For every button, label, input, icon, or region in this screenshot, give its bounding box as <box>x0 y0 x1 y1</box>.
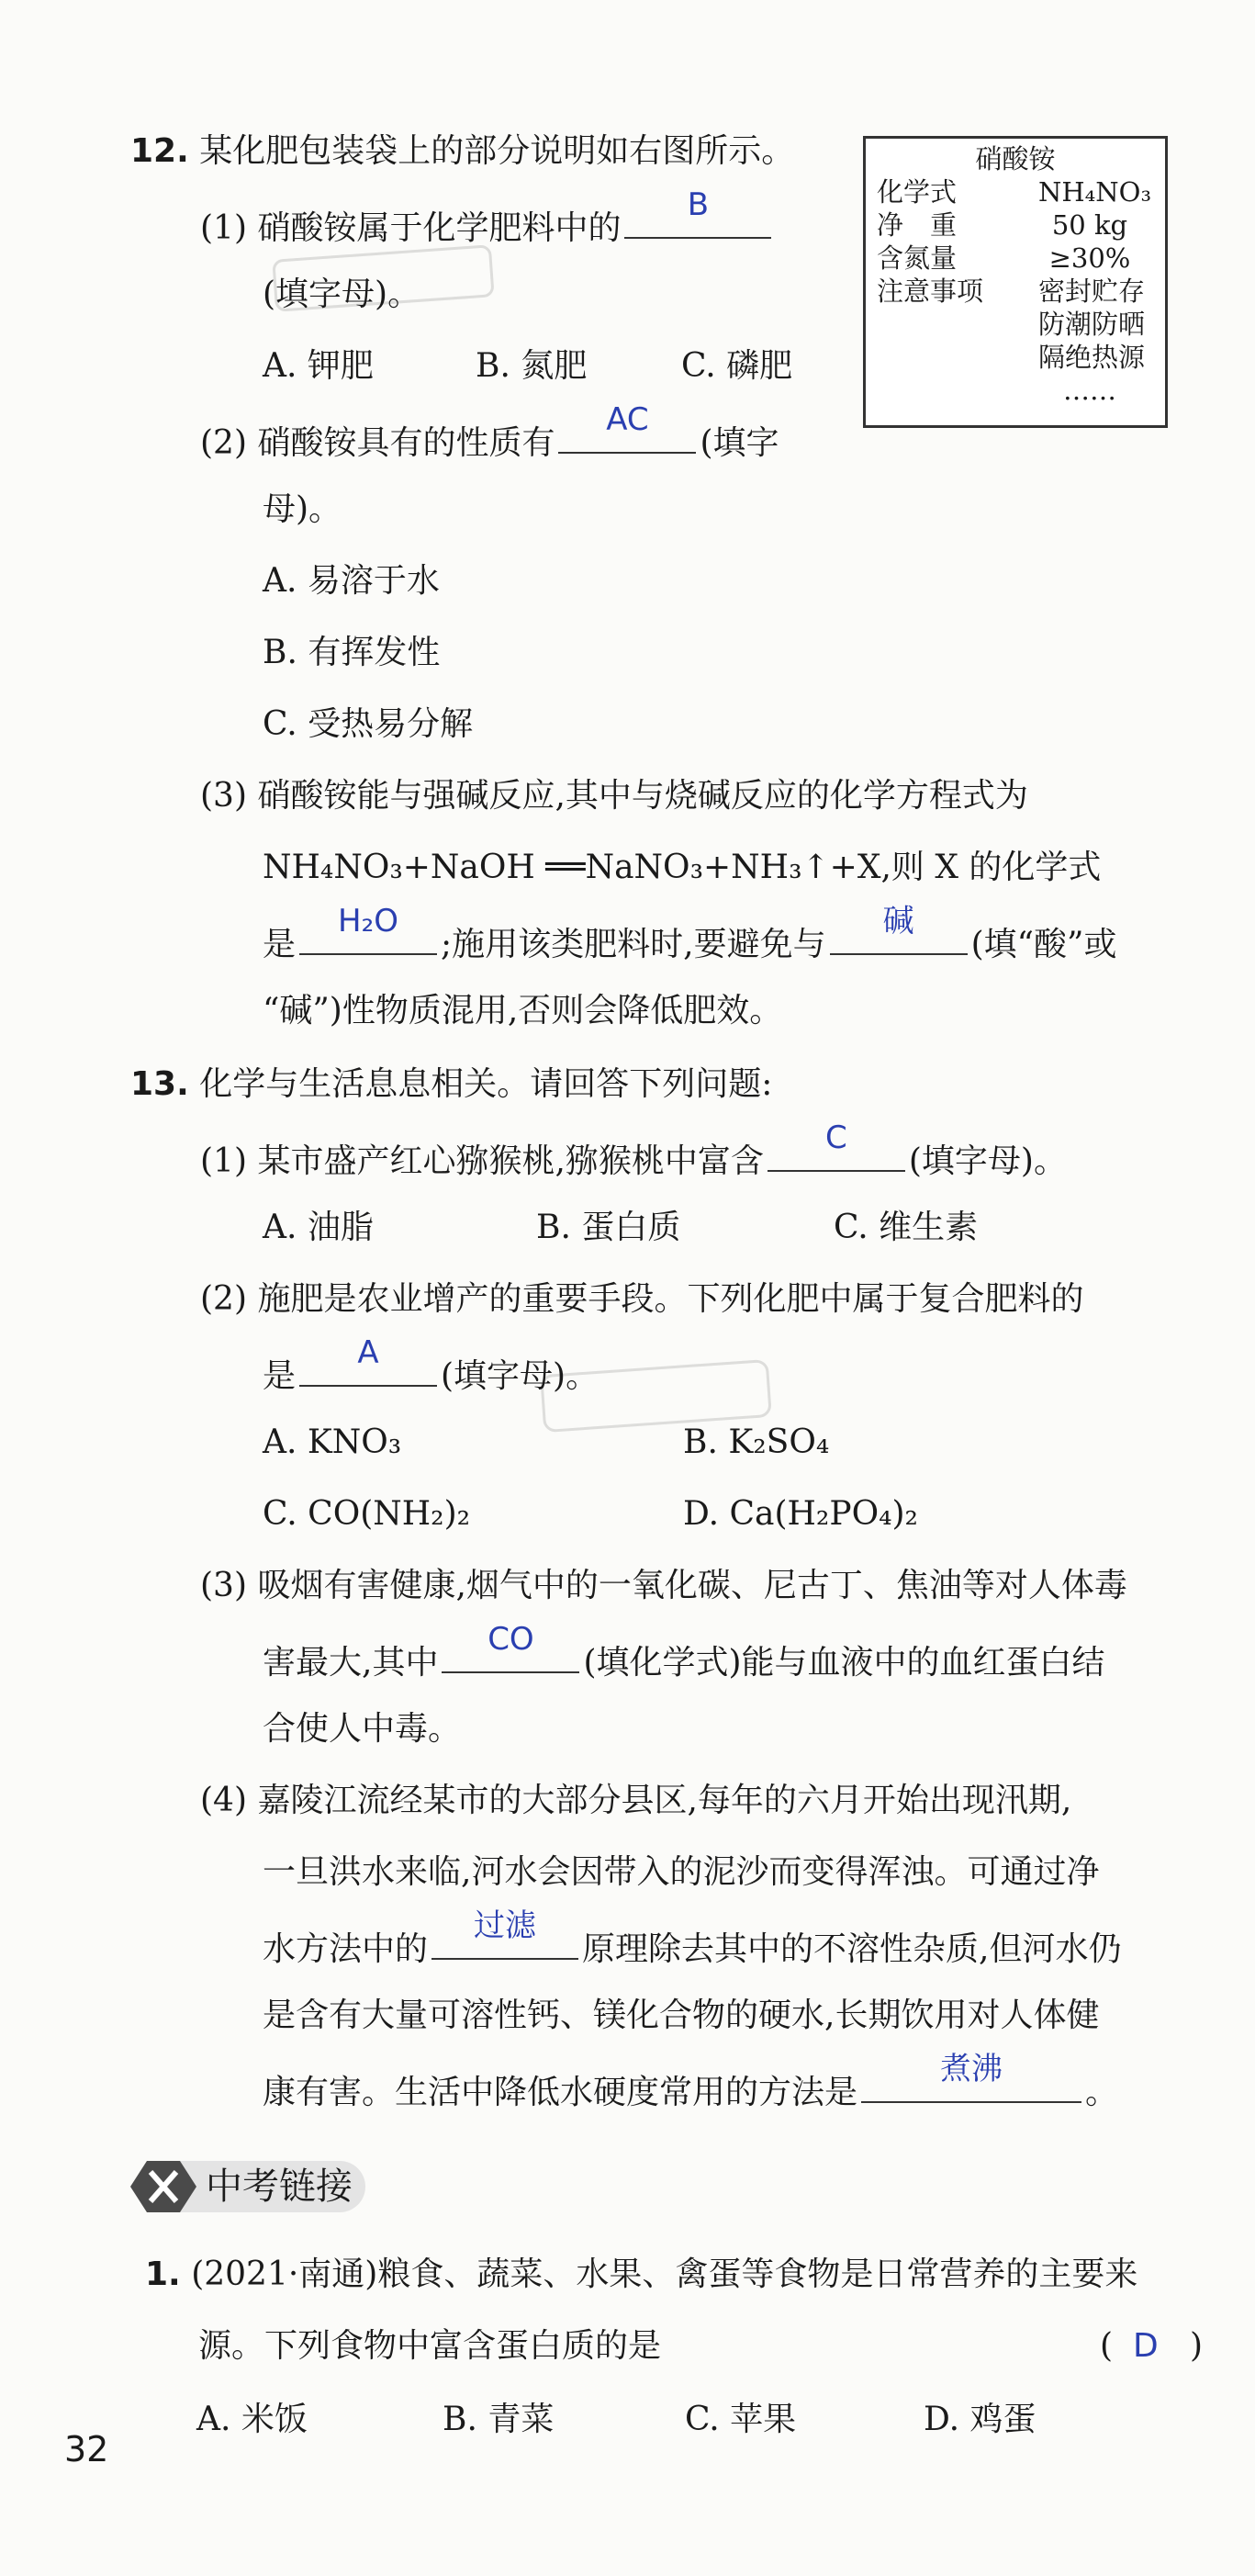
q12-stem-line <box>130 129 794 174</box>
q13-p4-suffix: 。 <box>1085 2074 1119 2111</box>
option-d: D. Ca(H₂PO₄)₂ <box>683 1495 918 1533</box>
option-a: A. 易溶于水 <box>263 562 440 600</box>
q13-p1-suffix: (填字母)。 <box>908 1142 1067 1180</box>
q13-p3-text: (3) 吸烟有害健康,烟气中的一氧化碳、尼古丁、焦油等对人体毒 <box>200 1567 1127 1604</box>
handwritten-answer: D <box>1133 2327 1159 2365</box>
q13-p4-line4: 是含有大量可溶性钙、镁化合物的硬水,长期饮用对人体健 <box>263 1997 1100 2034</box>
q13-p3-suffix: (填化学式)能与血液中的血红蛋白结 <box>583 1644 1105 1682</box>
q12-p1-options <box>263 343 793 389</box>
q13-p2-options-row1 <box>263 1420 830 1466</box>
question-stem: 某化肥包装袋上的部分说明如右图所示。 <box>199 132 795 170</box>
q12-p3-suffix: (填“酸”或 <box>970 926 1117 963</box>
q12-p1-text: (1) 硝酸铵属于化学肥料中的 <box>200 209 622 247</box>
q13-stem-line <box>130 1062 772 1108</box>
box-notes-label: 注意事项 <box>877 276 984 307</box>
section-title: 中考链接 <box>206 2165 353 2208</box>
q13-p4-text: (4) 嘉陵江流经某市的大部分县区,每年的六月开始出现汛期, <box>200 1782 1072 1819</box>
q12-p2-line2 <box>263 487 342 533</box>
box-net-label: 净 重 <box>877 209 958 241</box>
answer-blank[interactable] <box>431 1907 578 1960</box>
option-c: C. 苹果 <box>685 2401 797 2438</box>
q13-p1-options <box>263 1205 979 1251</box>
handwritten-answer: 煮沸 <box>940 2051 1003 2087</box>
question-stem: (2021·南通)粮食、蔬菜、水果、禽蛋等食物是日常营养的主要来 <box>191 2255 1138 2293</box>
box-formula-label: 化学式 <box>877 176 958 208</box>
link1-stem-line2 <box>198 2323 661 2369</box>
question-number: 12. <box>130 132 189 170</box>
q13-p2-options-row2 <box>263 1491 918 1537</box>
answer-blank[interactable] <box>299 903 437 955</box>
q12-p3-line3 <box>263 903 1117 963</box>
q13-p4-prefix: 水方法中的 <box>263 1930 429 1968</box>
option-a: A. 米饭 <box>196 2401 308 2438</box>
answer-parens[interactable] <box>1100 2323 1210 2369</box>
link1-stem-line <box>145 2252 1137 2298</box>
q13-p2-text: (2) 施肥是农业增产的重要手段。下列化肥中属于复合肥料的 <box>200 1280 1084 1318</box>
answer-blank[interactable] <box>558 401 696 454</box>
answer-blank[interactable] <box>442 1621 579 1673</box>
chemical-equation: NH₄NO₃+NaOH ══NaNO₃+NH₃↑+X,则 X 的化学式 <box>263 849 1102 886</box>
q13-p1-text: (1) 某市盛产红心猕猴桃,猕猴桃中富含 <box>200 1142 764 1180</box>
handwritten-answer: H₂O <box>338 903 398 939</box>
answer-blank[interactable] <box>624 186 771 239</box>
q13-p3-line2 <box>263 1621 1105 1682</box>
q12-p2-suffix2: 母)。 <box>263 490 342 528</box>
q12-p3-prefix: 是 <box>263 926 297 963</box>
answer-blank[interactable] <box>830 903 968 955</box>
box-notes-2: 防潮防晒 <box>1038 309 1146 340</box>
option-b: B. 有挥发性 <box>263 634 441 671</box>
box-notes-1: 密封贮存 <box>1038 276 1146 307</box>
box-more: …… <box>1063 375 1116 406</box>
option-c: C. 维生素 <box>834 1209 979 1246</box>
q13-p2-suffix: (填字母)。 <box>441 1357 599 1395</box>
question-stem-cont: 源。下列食物中富含蛋白质的是 <box>198 2327 662 2365</box>
q13-p2-prefix: 是 <box>263 1357 297 1395</box>
box-title: 硝酸铵 <box>975 143 1056 174</box>
option-c: C. CO(NH₂)₂ <box>263 1495 471 1533</box>
page-number: 32 <box>64 2429 109 2469</box>
q12-p1-line2 <box>263 272 420 318</box>
q13-p4-prefix2: 康有害。生活中降低水硬度常用的方法是 <box>263 2074 858 2111</box>
q12-p1-line <box>200 186 775 247</box>
q12-p3-middle: ;施用该类肥料时,要避免与 <box>441 926 826 963</box>
q13-p4-middle: 原理除去其中的不溶性杂质,但河水仍 <box>582 1930 1122 1968</box>
q13-p3-prefix: 害最大,其中 <box>263 1644 439 1682</box>
q12-p1-suffix: (填字母)。 <box>263 276 421 313</box>
q13-p2-line2 <box>263 1334 599 1395</box>
option-c: C. 磷肥 <box>681 347 793 385</box>
answer-blank[interactable] <box>768 1119 905 1172</box>
q13-p1-line <box>200 1119 1067 1180</box>
paren-left: ( <box>1100 2327 1114 2365</box>
section-header <box>127 2154 375 2220</box>
q13-p4-line5 <box>263 2051 1119 2111</box>
handwritten-answer: AC <box>606 401 649 438</box>
handwritten-answer: A <box>357 1334 379 1371</box>
option-c: C. 受热易分解 <box>263 705 474 743</box>
paren-right: ) <box>1190 2327 1204 2365</box>
q12-p2-line <box>200 401 779 462</box>
q13-p4-line2: 一旦洪水来临,河水会因带入的泥沙而变得浑浊。可通过净 <box>263 1853 1100 1891</box>
product-label-box <box>863 136 1168 428</box>
q12-p2-text: (2) 硝酸铵具有的性质有 <box>200 424 555 462</box>
question-number: 1. <box>145 2255 181 2293</box>
box-net-value: 50 kg <box>1051 209 1128 241</box>
handwritten-answer: CO <box>487 1621 534 1658</box>
option-b: B. K₂SO₄ <box>683 1423 830 1461</box>
option-b: B. 蛋白质 <box>536 1209 681 1246</box>
handwritten-answer: 过滤 <box>474 1907 537 1944</box>
box-nitrogen-value: ≥30% <box>1048 242 1131 274</box>
option-d: D. 鸡蛋 <box>924 2401 1036 2438</box>
link1-options <box>196 2397 1036 2443</box>
handwritten-answer: C <box>825 1119 847 1156</box>
option-b: B. 青菜 <box>443 2401 555 2438</box>
answer-blank[interactable] <box>299 1334 437 1387</box>
q12-p3-text: (3) 硝酸铵能与强碱反应,其中与烧碱反应的化学方程式为 <box>200 777 1028 815</box>
answer-blank[interactable] <box>861 2051 1081 2103</box>
box-formula-value: NH₄NO₃ <box>1038 176 1152 208</box>
handwritten-answer: 碱 <box>882 903 914 939</box>
option-b: B. 氮肥 <box>476 347 588 385</box>
option-a: A. 油脂 <box>263 1209 374 1246</box>
question-stem: 化学与生活息息相关。请回答下列问题: <box>199 1065 773 1103</box>
q13-p4-line3 <box>263 1907 1122 1968</box>
q12-p2-suffix: (填字 <box>700 424 779 462</box>
box-nitrogen-label: 含氮量 <box>877 242 958 274</box>
handwritten-answer: B <box>687 186 710 223</box>
q12-p3-line4: “碱”)性物质混用,否则会降低肥效。 <box>263 992 783 1029</box>
option-a: A. 钾肥 <box>263 347 374 385</box>
option-a: A. KNO₃ <box>263 1423 402 1461</box>
box-notes-3: 隔绝热源 <box>1038 342 1146 373</box>
question-number: 13. <box>130 1065 189 1103</box>
q13-p3-line3: 合使人中毒。 <box>263 1710 462 1748</box>
